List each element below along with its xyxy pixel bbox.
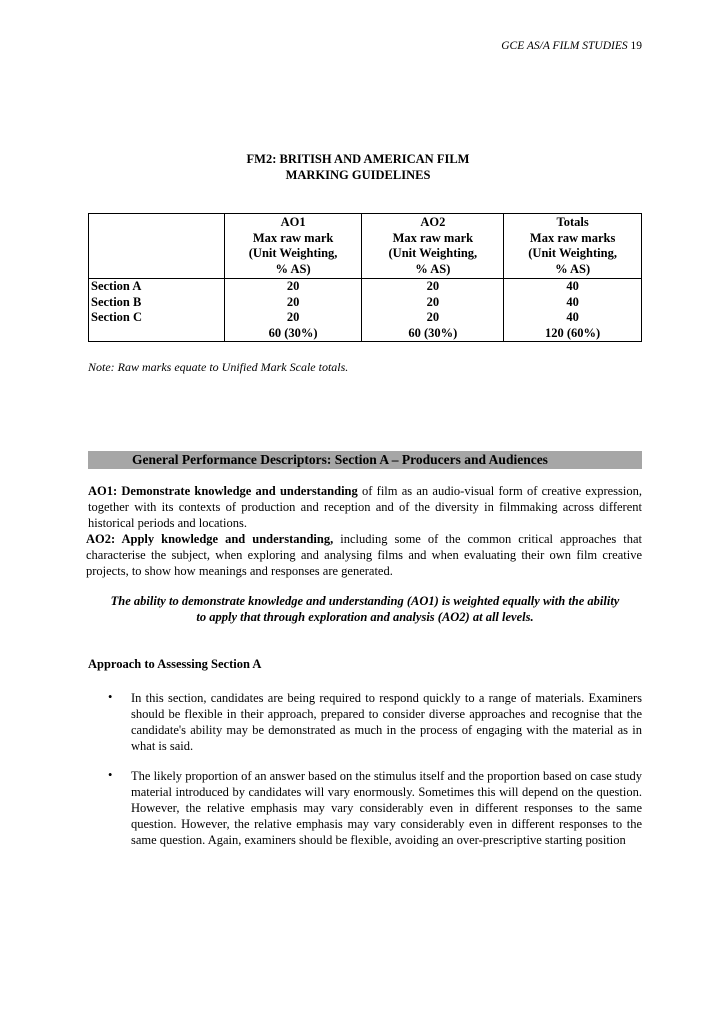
row-label: Section B [89,295,225,311]
section-heading: General Performance Descriptors: Section A – Producers and Audiences [132,452,548,467]
table-row [89,310,642,326]
column-header-totals [504,214,642,279]
header-text: Totals [556,215,589,229]
column-header-ao2 [362,214,504,279]
page-number: 19 [630,40,642,52]
page-title [200,151,516,183]
cell-ao1: 20 [224,295,362,311]
header-text: Max raw mark [252,230,334,245]
header-text: AO1 [280,215,306,229]
ao2-paragraph [86,531,642,579]
header-text: (Unit Weighting, [248,246,338,260]
header-title: GCE AS/A FILM STUDIES [501,40,628,52]
header-text: (Unit Weighting, [528,246,617,260]
bullet-icon: • [108,768,113,782]
cell-total: 120 (60%) [504,326,642,342]
approach-heading: Approach to Assessing Section A [88,657,262,671]
table-header-empty [89,214,225,279]
table-note: Note: Raw marks equate to Unified Mark Scale totals. [88,360,349,374]
row-label: Section A [89,279,225,295]
cell-ao2: 20 [362,310,504,326]
table-row [89,295,642,311]
table-row-totals [89,326,642,342]
weighting-line1: The ability to demonstrate knowledge and understanding (AO1) is weighted equally with the ability [110,594,620,608]
cell-ao1: 20 [224,279,362,295]
cell-total: 40 [504,295,642,311]
header-text: Max raw mark [392,230,474,245]
ao1-text: of film as an audio-visual form of creative expression, together with its contexts of production and reception and of the diversity in filmmaking across different historical periods and locations. [88,484,643,530]
page-title-line1: FM2: BRITISH AND AMERICAN FILM [246,152,470,166]
list-item: In this section, candidates are being required to respond quickly to a range of materials. Examiners should be flexible in their approach, prepared to consider diverse approaches and recognise that the candidate's ability may be demonstrated as much in the process of engaging with the material as in what is said. [131,691,642,753]
cell-ao2: 20 [362,295,504,311]
header-text: % AS) [415,261,451,276]
page-header [501,40,642,52]
marks-table [88,213,642,342]
ao2-text: including some of the common critical approaches that characterise the subject, when exploring and analysing films and when evaluating their own film creative projects, to show how meanings and responses are generated. [86,532,642,578]
table-header-row [89,214,642,279]
cell-ao2: 20 [362,279,504,295]
ao1-label: AO1: Demonstrate knowledge and understanding [88,484,358,498]
header-text: AO2 [420,215,446,229]
row-label: Section C [89,310,225,326]
cell-total: 40 [504,310,642,326]
cell-total: 40 [504,279,642,295]
header-text: % AS) [275,261,311,276]
weighting-statement [88,593,642,625]
ao1-paragraph [88,483,642,531]
header-text: (Unit Weighting, [388,246,478,260]
section-heading-bar [88,451,642,469]
cell-ao1: 20 [224,310,362,326]
header-text: % AS) [555,261,591,276]
column-header-ao1 [224,214,362,279]
cell-ao1: 60 (30%) [224,326,362,342]
list-item: The likely proportion of an answer based on the stimulus itself and the proportion based on case study material introduced by candidates will vary enormously. Sometimes this will depend on the question. However, the relative emphasis may vary considerably even in different responses to the same question. However, the relative emphasis may vary considerably even in different responses to the same question. Again, examiners should be flexible, avoiding an over-prescriptive starting position [131,769,642,847]
bullet-icon: • [108,690,113,704]
ao2-label: AO2: Apply knowledge and understanding, [86,532,334,546]
cell-ao2: 60 (30%) [362,326,504,342]
weighting-line2: to apply that through exploration and analysis (AO2) at all levels. [196,610,534,624]
page-title-line2: MARKING GUIDELINES [285,168,431,182]
header-text: Max raw marks [529,230,616,245]
table-row [89,279,642,295]
row-label [89,326,225,342]
